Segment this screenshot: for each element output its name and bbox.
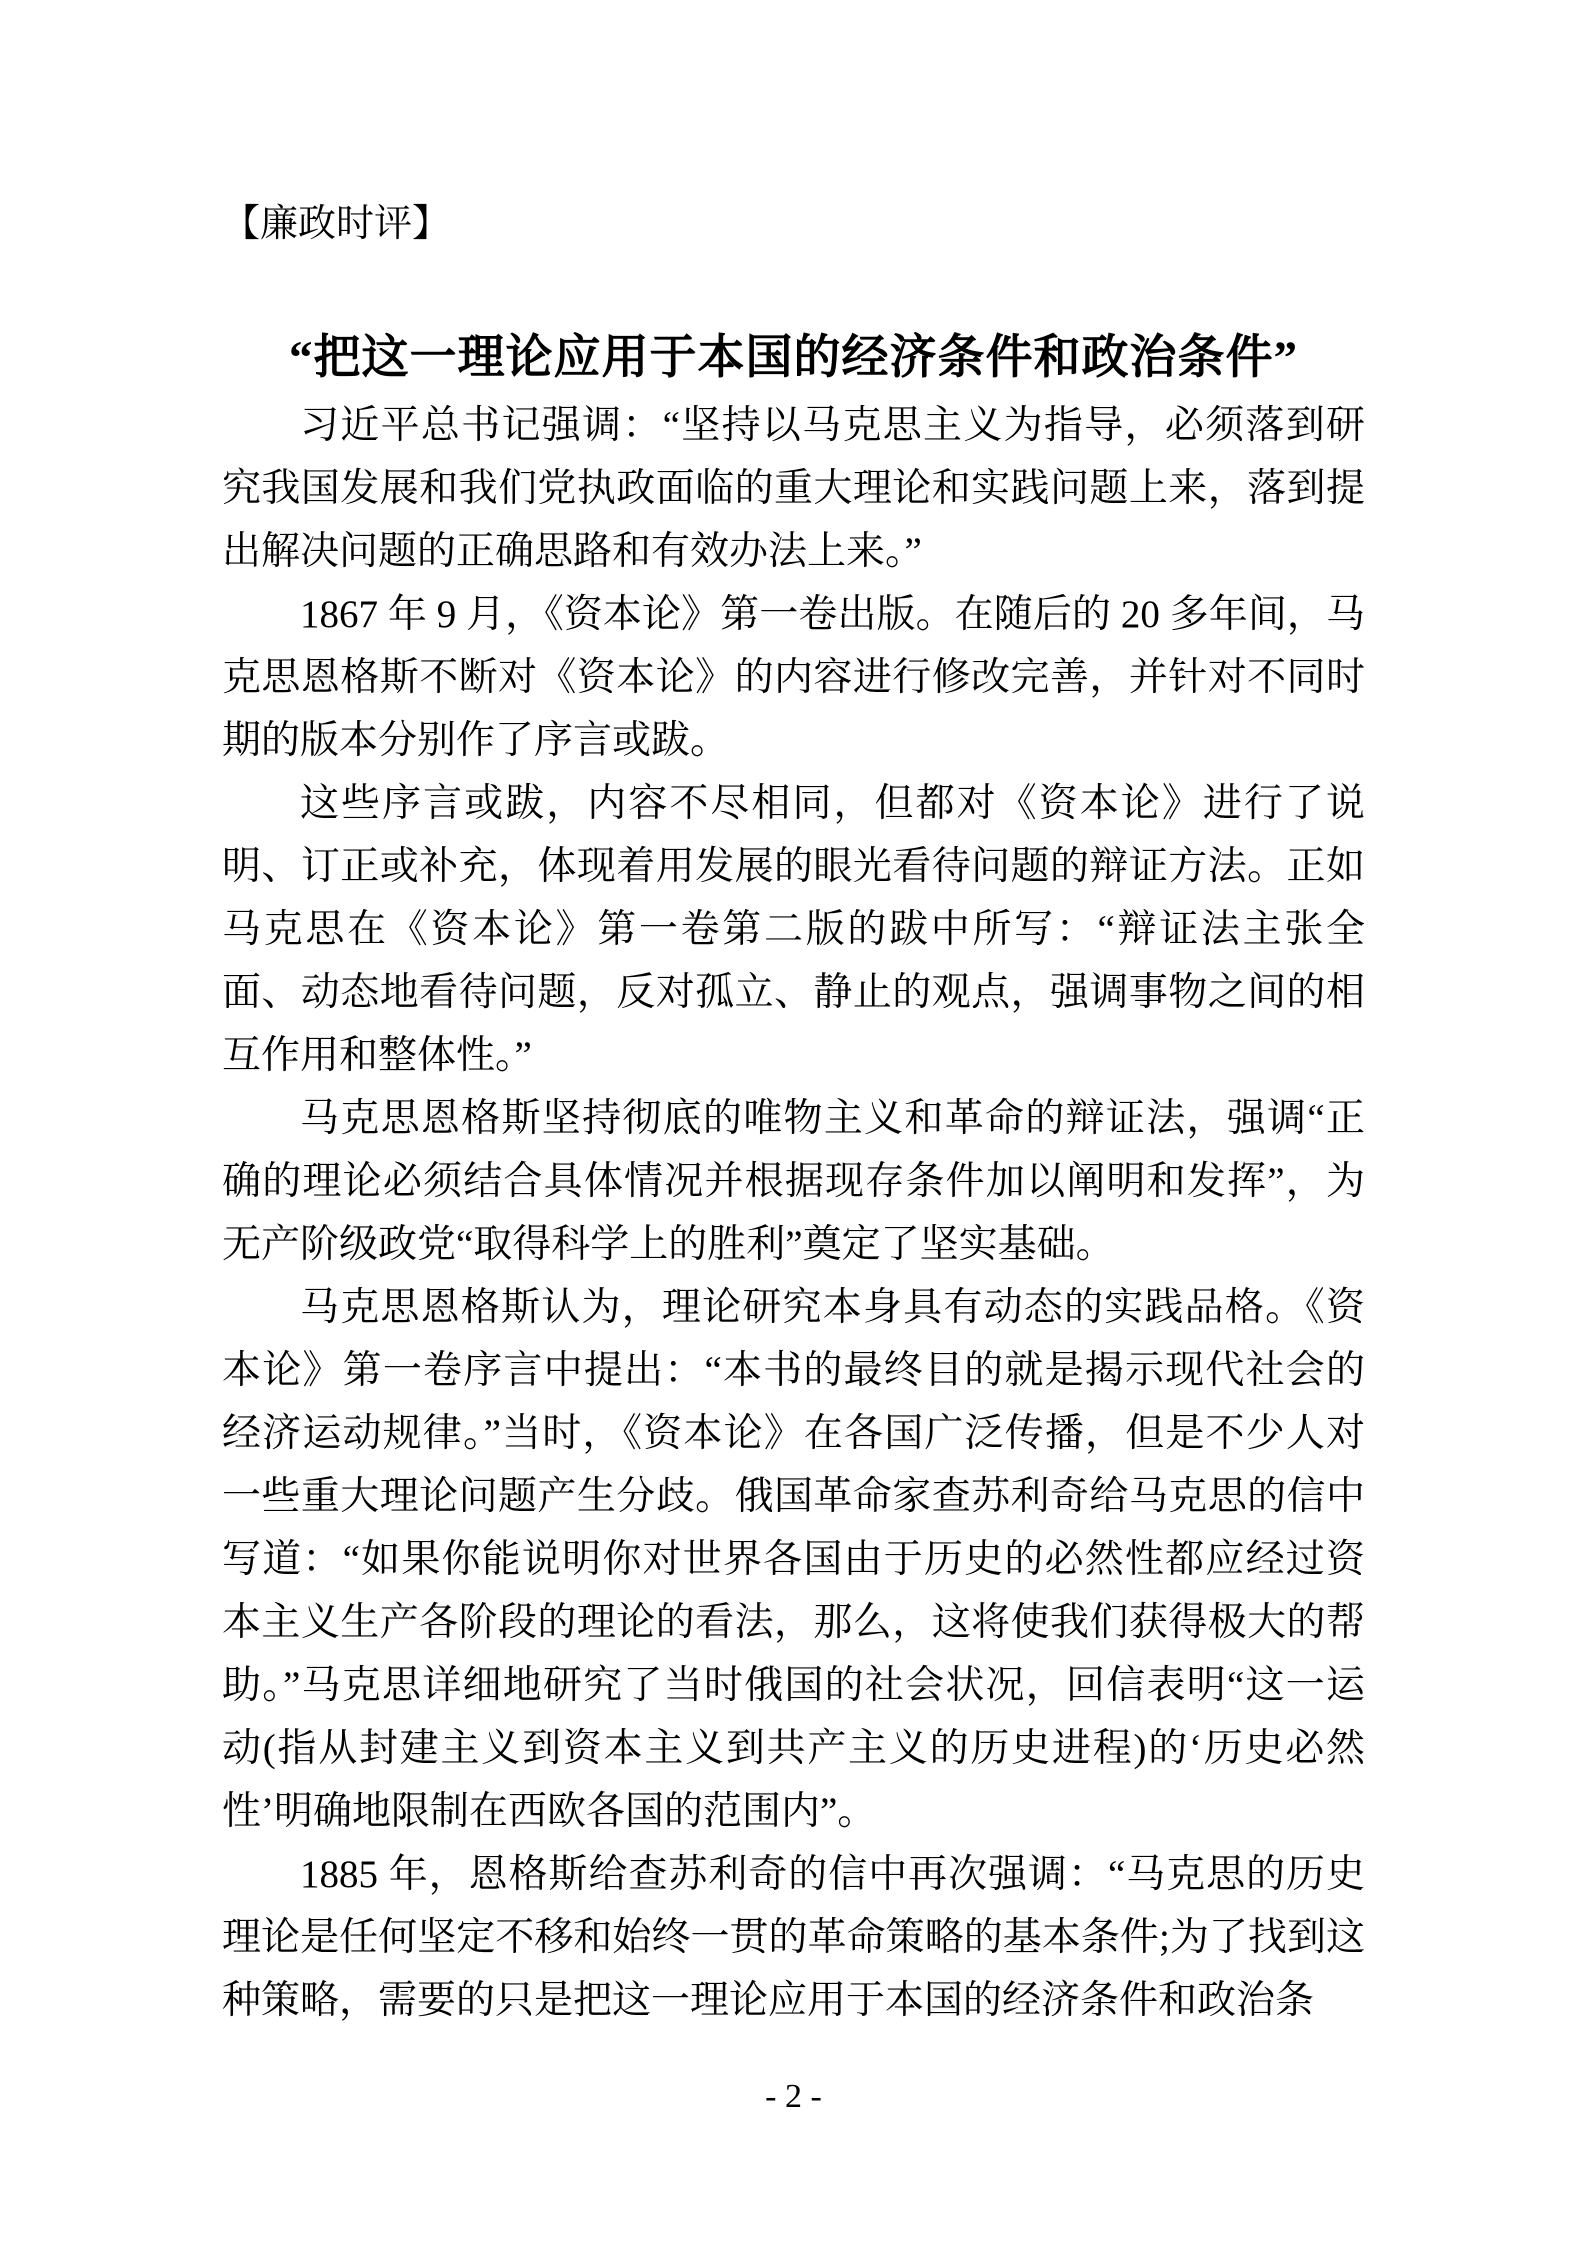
paragraph: 马克思恩格斯认为，理论研究本身具有动态的实践品格。《资本论》第一卷序言中提出：“本书的最终目的就是揭示现代社会的经济运动规律。”当时，《资本论》在各国广泛传播，但是不少人对一些重大理论问题产生分歧。俄国革命家查苏利奇给马克思的信中写道：“如果你能说明你对世界各国由于历史的必然性都应经过资本主义生产各阶段的理论的看法，那么，这将使我们获得极大的帮助。”马克思详细地研究了当时俄国的社会状况，回信表明“这一运动(指从封建主义到资本主义到共产主义的历史进程)的‘历史必然性’明确地限制在西欧各国的范围内”。 [222, 1286, 1365, 1833]
article-title: “把这一理论应用于本国的经济条件和政治条件” [289, 332, 1298, 384]
paragraph: 1867 年 9 月，《资本论》第一卷出版。在随后的 20 多年间，马克思恩格斯不断对《资本论》的内容进行修改完善，并针对不同时期的版本分别作了序言或跋。 [222, 593, 1365, 762]
paragraph: 习近平总书记强调：“坚持以马克思主义为指导，必须落到研究我国发展和我们党执政面临的重大理论和实践问题上来，落到提出解决问题的正确思路和有效办法上来。” [222, 404, 1365, 573]
paragraph: 这些序言或跋，内容不尽相同，但都对《资本论》进行了说明、订正或补充，体现着用发展的眼光看待问题的辩证方法。正如马克思在《资本论》第一卷第二版的跋中所写：“辩证法主张全面、动态地看待问题，反对孤立、静止的观点，强调事物之间的相互作用和整体性。” [222, 782, 1365, 1077]
page-number: - 2 - [765, 2078, 822, 2115]
paragraph: 1885 年，恩格斯给查苏利奇的信中再次强调：“马克思的历史理论是任何坚定不移和始终一贯的革命策略的基本条件;为了找到这种策略，需要的只是把这一理论应用于本国的经济条件和政治条 [222, 1853, 1365, 2022]
section-tag: 【廉政时评】 [222, 203, 451, 245]
paragraph: 马克思恩格斯坚持彻底的唯物主义和革命的辩证法，强调“正确的理论必须结合具体情况并根据现存条件加以阐明和发挥”，为无产阶级政党“取得科学上的胜利”奠定了坚实基础。 [222, 1097, 1365, 1266]
page-content [222, 0, 1365, 2032]
article-body [222, 394, 1365, 2032]
